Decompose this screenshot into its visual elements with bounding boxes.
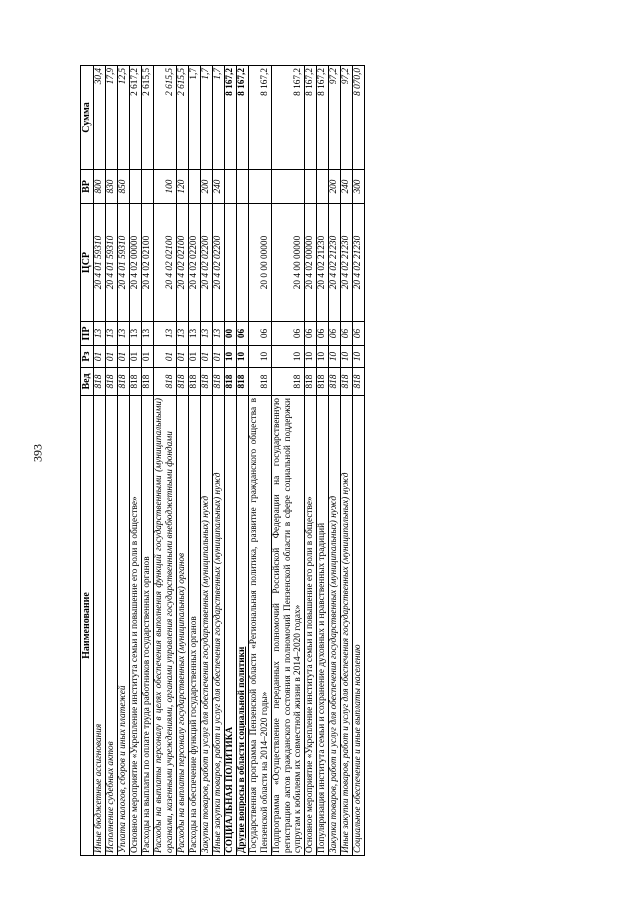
cell-csr: 20 4 02 02200 xyxy=(212,204,224,322)
cell-vr: 100 xyxy=(153,170,176,204)
cell-csr: 20 4 02 02100 xyxy=(141,204,153,322)
cell-name: Закупка товаров, работ и услуг для обеспечения государственных (муниципальных) нужд xyxy=(200,396,212,856)
cell-rz: 10 xyxy=(248,346,271,368)
cell-sum: 2 617,2 xyxy=(129,66,141,170)
cell-name: Закупка товаров, работ и услуг для обеспечения государственных (муниципальных) нужд xyxy=(329,396,341,856)
cell-vr xyxy=(224,170,236,204)
cell-rz: 01 xyxy=(94,346,106,368)
cell-ved: 818 xyxy=(129,368,141,396)
cell-vr: 300 xyxy=(353,170,365,204)
cell-ved: 818 xyxy=(94,368,106,396)
cell-ved: 818 xyxy=(224,368,236,396)
cell-ved: 818 xyxy=(105,368,117,396)
cell-sum: 97,2 xyxy=(341,66,353,170)
cell-ved: 818 xyxy=(341,368,353,396)
cell-pr: 06 xyxy=(353,322,365,346)
cell-sum: 2 615,5 xyxy=(141,66,153,170)
cell-vr xyxy=(305,170,317,204)
cell-sum: 2 615,5 xyxy=(153,66,176,170)
cell-csr: 20 4 02 02200 xyxy=(188,204,200,322)
cell-rz: 10 xyxy=(305,346,317,368)
cell-name: Уплата налогов, сборов и иных платежей xyxy=(117,396,129,856)
cell-csr: 20 4 02 21230 xyxy=(353,204,365,322)
cell-pr: 06 xyxy=(271,322,305,346)
cell-ved: 818 xyxy=(271,368,305,396)
table-row xyxy=(317,66,329,856)
cell-name: Иные закупки товаров, работ и услуг для обеспечения государственных (муниципальных) нужд xyxy=(212,396,224,856)
cell-csr: 20 4 02 21230 xyxy=(329,204,341,322)
cell-vr xyxy=(236,170,248,204)
cell-vr: 850 xyxy=(117,170,129,204)
cell-pr: 00 xyxy=(224,322,236,346)
cell-csr: 20 4 01 59310 xyxy=(94,204,106,322)
cell-csr xyxy=(224,204,236,322)
cell-pr: 13 xyxy=(200,322,212,346)
table-header-row xyxy=(81,66,94,856)
cell-rz: 01 xyxy=(212,346,224,368)
cell-sum: 8 167,2 xyxy=(317,66,329,170)
header-csr: ЦСР xyxy=(81,204,94,322)
table-row xyxy=(117,66,129,856)
header-sum: Сумма xyxy=(81,66,94,170)
cell-sum: 8 167,2 xyxy=(224,66,236,170)
cell-rz: 10 xyxy=(329,346,341,368)
cell-vr xyxy=(141,170,153,204)
table-row xyxy=(153,66,176,856)
cell-rz: 10 xyxy=(317,346,329,368)
cell-pr: 13 xyxy=(188,322,200,346)
cell-sum: 30,4 xyxy=(94,66,106,170)
cell-vr: 800 xyxy=(94,170,106,204)
cell-sum: 8 167,2 xyxy=(271,66,305,170)
cell-csr: 20 0 00 00000 xyxy=(248,204,271,322)
cell-rz: 01 xyxy=(105,346,117,368)
table-row xyxy=(305,66,317,856)
cell-pr: 13 xyxy=(153,322,176,346)
header-rz: Рз xyxy=(81,346,94,368)
cell-sum: 8 167,2 xyxy=(248,66,271,170)
cell-pr: 13 xyxy=(129,322,141,346)
cell-name: Основное мероприятие «Укрепление института семьи и повышение его роли в обществе» xyxy=(305,396,317,856)
cell-rz: 10 xyxy=(353,346,365,368)
cell-csr: 20 4 02 00000 xyxy=(305,204,317,322)
cell-pr: 13 xyxy=(176,322,188,346)
cell-csr: 20 4 02 21230 xyxy=(341,204,353,322)
header-ved: Вед xyxy=(81,368,94,396)
cell-vr: 200 xyxy=(329,170,341,204)
cell-pr: 06 xyxy=(341,322,353,346)
cell-sum: 97,2 xyxy=(329,66,341,170)
cell-pr: 13 xyxy=(141,322,153,346)
cell-ved: 818 xyxy=(153,368,176,396)
cell-rz: 10 xyxy=(271,346,305,368)
cell-name: Исполнение судебных актов xyxy=(105,396,117,856)
cell-csr: 20 4 02 02100 xyxy=(176,204,188,322)
cell-csr: 20 4 02 02200 xyxy=(200,204,212,322)
cell-csr: 20 4 00 00000 xyxy=(271,204,305,322)
table-row xyxy=(353,66,365,856)
cell-pr: 13 xyxy=(117,322,129,346)
cell-ved: 818 xyxy=(236,368,248,396)
table-row xyxy=(94,66,106,856)
cell-ved: 818 xyxy=(200,368,212,396)
cell-rz: 01 xyxy=(117,346,129,368)
cell-sum: 8 167,2 xyxy=(236,66,248,170)
cell-sum: 8 070,0 xyxy=(353,66,365,170)
cell-sum: 1,7 xyxy=(212,66,224,170)
cell-sum: 2 615,5 xyxy=(176,66,188,170)
cell-pr: 06 xyxy=(329,322,341,346)
cell-pr: 13 xyxy=(105,322,117,346)
cell-rz: 10 xyxy=(341,346,353,368)
header-name: Наименование xyxy=(81,396,94,856)
cell-sum: 8 167,2 xyxy=(305,66,317,170)
cell-rz: 01 xyxy=(153,346,176,368)
header-pr: ПР xyxy=(81,322,94,346)
cell-sum: 12,5 xyxy=(117,66,129,170)
cell-csr xyxy=(236,204,248,322)
cell-name: Другие вопросы в области социальной политики xyxy=(236,396,248,856)
page-number: 393 xyxy=(30,444,45,462)
cell-csr: 20 4 02 21230 xyxy=(317,204,329,322)
table-row xyxy=(200,66,212,856)
cell-csr: 20 4 01 59310 xyxy=(117,204,129,322)
cell-vr: 200 xyxy=(200,170,212,204)
cell-vr xyxy=(248,170,271,204)
cell-pr: 06 xyxy=(236,322,248,346)
cell-ved: 818 xyxy=(353,368,365,396)
table-row xyxy=(271,66,305,856)
cell-ved: 818 xyxy=(212,368,224,396)
cell-ved: 818 xyxy=(317,368,329,396)
cell-rz: 01 xyxy=(129,346,141,368)
cell-name: Расходы на выплаты по оплате труда работников государственных органов xyxy=(141,396,153,856)
table-body xyxy=(94,66,365,856)
cell-name: Популяризация института семьи и сохранение духовных и нравственных традиций xyxy=(317,396,329,856)
rotated-table-container xyxy=(80,66,560,856)
cell-name: Основное мероприятие «Укрепление института семьи и повышение его роли в обществе» xyxy=(129,396,141,856)
cell-vr: 830 xyxy=(105,170,117,204)
table-row xyxy=(141,66,153,856)
cell-ved: 818 xyxy=(176,368,188,396)
budget-table xyxy=(80,65,365,856)
table-row xyxy=(129,66,141,856)
table-row xyxy=(236,66,248,856)
cell-name: Государственная программа Пензенской области «Региональная политика, развитие гражданского общества в Пензенской области на 2014–2020 годы» xyxy=(248,396,271,856)
table-row xyxy=(248,66,271,856)
cell-rz: 01 xyxy=(200,346,212,368)
cell-name: Расходы на выплаты персоналу государственных (муниципальных) органов xyxy=(176,396,188,856)
cell-ved: 818 xyxy=(141,368,153,396)
table-row xyxy=(212,66,224,856)
cell-sum: 17,9 xyxy=(105,66,117,170)
cell-name: Подпрограмма «Осуществление переданных полномочий Российской Федерации на государственную регистрацию актов гражданского состояния и полномочий Пензенской области в сфере социальной поддержки супругам к юбилеям их совместной жизни в 2014–2020 годах» xyxy=(271,396,305,856)
cell-pr: 06 xyxy=(305,322,317,346)
table-row xyxy=(329,66,341,856)
cell-csr: 20 4 02 02100 xyxy=(153,204,176,322)
cell-pr: 06 xyxy=(248,322,271,346)
cell-csr: 20 4 02 00000 xyxy=(129,204,141,322)
cell-rz: 10 xyxy=(236,346,248,368)
cell-rz: 01 xyxy=(176,346,188,368)
cell-sum: 1,7 xyxy=(200,66,212,170)
cell-name: Иные бюджетные ассигнования xyxy=(94,396,106,856)
table-row xyxy=(188,66,200,856)
header-vr: ВР xyxy=(81,170,94,204)
cell-pr: 13 xyxy=(212,322,224,346)
cell-csr: 20 4 01 59310 xyxy=(105,204,117,322)
table-row xyxy=(105,66,117,856)
cell-name: Социальное обеспечение и иные выплаты населению xyxy=(353,396,365,856)
cell-rz: 01 xyxy=(188,346,200,368)
cell-vr xyxy=(188,170,200,204)
table-row xyxy=(176,66,188,856)
cell-name: Иные закупки товаров, работ и услуг для обеспечения государственных (муниципальных) нужд xyxy=(341,396,353,856)
table-row xyxy=(224,66,236,856)
cell-rz: 10 xyxy=(224,346,236,368)
cell-ved: 818 xyxy=(248,368,271,396)
cell-name: Расходы на обеспечение функций государственных органов xyxy=(188,396,200,856)
cell-ved: 818 xyxy=(188,368,200,396)
cell-vr xyxy=(317,170,329,204)
cell-ved: 818 xyxy=(329,368,341,396)
cell-pr: 06 xyxy=(317,322,329,346)
cell-pr: 13 xyxy=(94,322,106,346)
cell-rz: 01 xyxy=(141,346,153,368)
cell-sum: 1,7 xyxy=(188,66,200,170)
cell-vr: 120 xyxy=(176,170,188,204)
cell-name: Расходы на выплаты персоналу в целях обеспечения выполнения функций государственными (муниципальными) органами, казенными учреждениями, органами управления государственными внебюджетными фондами xyxy=(153,396,176,856)
cell-vr: 240 xyxy=(212,170,224,204)
table-row xyxy=(341,66,353,856)
cell-vr: 240 xyxy=(341,170,353,204)
cell-name: СОЦИАЛЬНАЯ ПОЛИТИКА xyxy=(224,396,236,856)
cell-ved: 818 xyxy=(305,368,317,396)
cell-vr xyxy=(129,170,141,204)
cell-ved: 818 xyxy=(117,368,129,396)
cell-vr xyxy=(271,170,305,204)
